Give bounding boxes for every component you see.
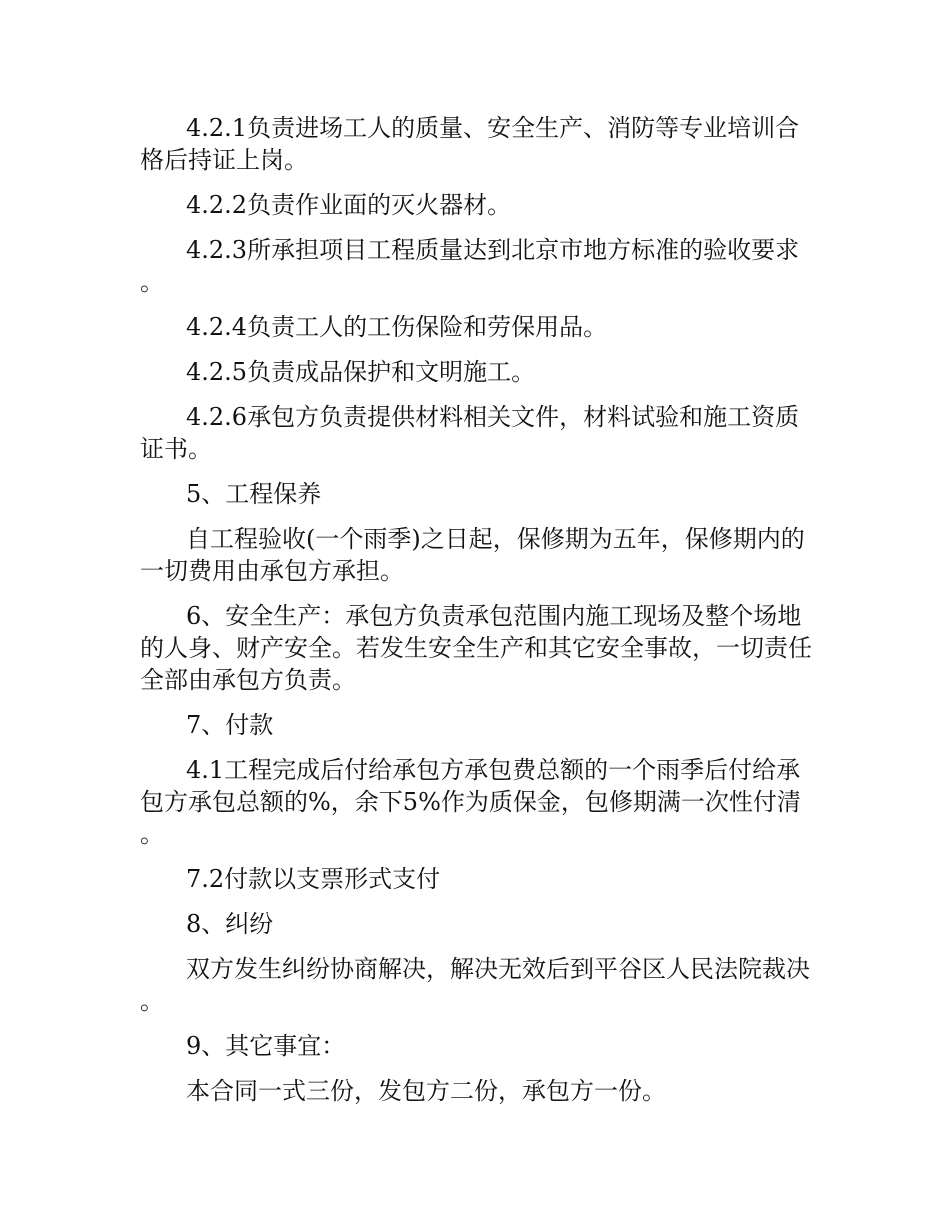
clause-4-2-3: 4.2.3所承担项目工程质量达到北京市地方标准的验收要求。 <box>140 236 800 296</box>
section-6-safety: 6、安全生产：承包方负责承包范围内施工现场及整个场地的人身、财产安全。若发生安全生产和其它安全事故，一切责任全部由承包方负责。 <box>140 602 812 694</box>
section-8-heading: 8、纠纷 <box>186 910 274 938</box>
clause-4-1-payment: 4.1工程完成后付给承包方承包费总额的一个雨季后付给承包方承包总额的%，余下5%作为质保金，包修期满一次性付清。 <box>140 756 801 848</box>
section-9-heading: 9、其它事宜： <box>186 1032 346 1060</box>
clause-7-2: 7.2付款以支票形式支付 <box>186 865 441 893</box>
clause-4-2-5: 4.2.5负责成品保护和文明施工。 <box>186 358 536 386</box>
section-8-body: 双方发生纠纷协商解决，解决无效后到平谷区人民法院裁决。 <box>140 955 810 1015</box>
clause-4-2-1: 4.2.1负责进场工人的质量、安全生产、消防等专业培训合格后持证上岗。 <box>140 114 800 174</box>
clause-4-2-4: 4.2.4负责工人的工伤保险和劳保用品。 <box>186 313 608 341</box>
section-7-heading: 7、付款 <box>186 711 274 739</box>
document-page <box>140 112 812 1120</box>
section-5-heading: 5、工程保养 <box>186 480 322 508</box>
section-9-body: 本合同一式三份，发包方二份，承包方一份。 <box>186 1077 666 1105</box>
section-5-body: 自工程验收(一个雨季)之日起，保修期为五年，保修期内的一切费用由承包方承担。 <box>140 525 805 585</box>
clause-4-2-2: 4.2.2负责作业面的灭火器材。 <box>186 191 512 219</box>
clause-4-2-6: 4.2.6承包方负责提供材料相关文件，材料试验和施工资质证书。 <box>140 403 800 463</box>
